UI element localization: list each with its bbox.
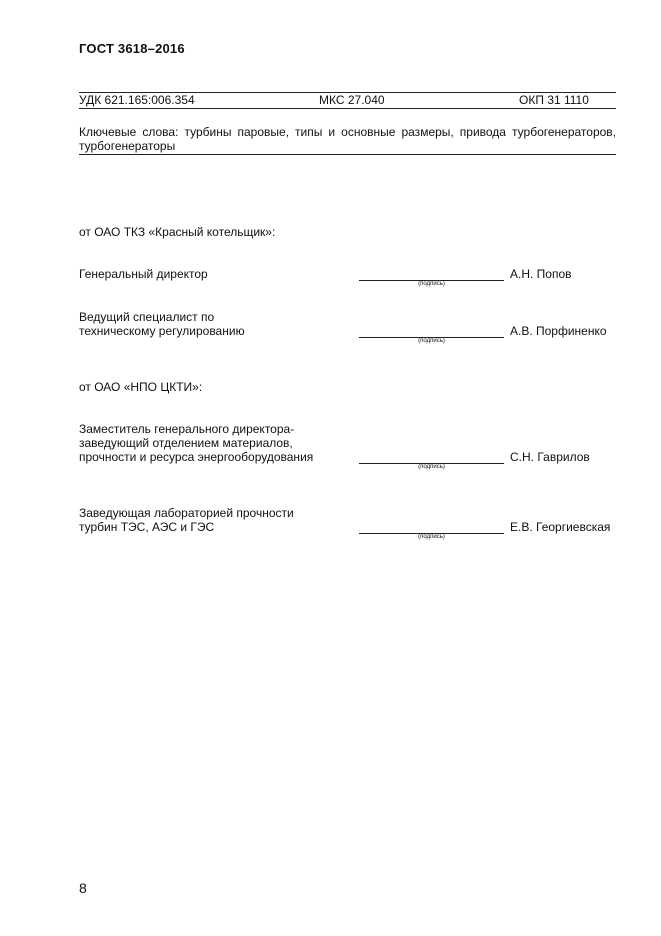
signatory-role: Заведующая лабораторией прочности турбин ТЭС, АЭС и ГЭС (79, 506, 294, 534)
signatory-name: С.Н. Гаврилов (510, 450, 590, 464)
keywords-rule (79, 154, 616, 155)
section-heading: от ОАО ТКЗ «Красный котельщик»: (79, 225, 276, 239)
standard-title: ГОСТ 3618–2016 (79, 41, 185, 56)
keywords: Ключевые слова: турбины паровые, типы и основные размеры, привода турбогенераторов, турбогенераторы (79, 125, 616, 153)
signatory-name: А.В. Порфиненко (510, 324, 607, 338)
signatory-role: Ведущий специалист по техническому регулированию (79, 310, 245, 338)
signature-caption: (подпись) (418, 464, 445, 470)
signatory-role: Заместитель генерального директора- заведующий отделением материалов, прочности и ресурса энергооборудования (79, 422, 314, 464)
udk-code: УДК 621.165:006.354 (79, 93, 195, 107)
signatory-name: А.Н. Попов (510, 267, 572, 281)
signatory-role: Генеральный директор (79, 267, 208, 281)
signature-caption: (подпись) (418, 338, 445, 344)
mks-code: МКС 27.040 (319, 93, 385, 107)
codes-bottom-rule (79, 108, 616, 109)
okp-code: ОКП 31 1110 (519, 93, 589, 107)
signature-caption: (подпись) (418, 534, 445, 540)
signatory-name: Е.В. Георгиевская (510, 520, 611, 534)
page-number: 8 (79, 880, 87, 896)
section-heading: от ОАО «НПО ЦКТИ»: (79, 380, 203, 394)
signature-caption: (подпись) (418, 281, 445, 287)
